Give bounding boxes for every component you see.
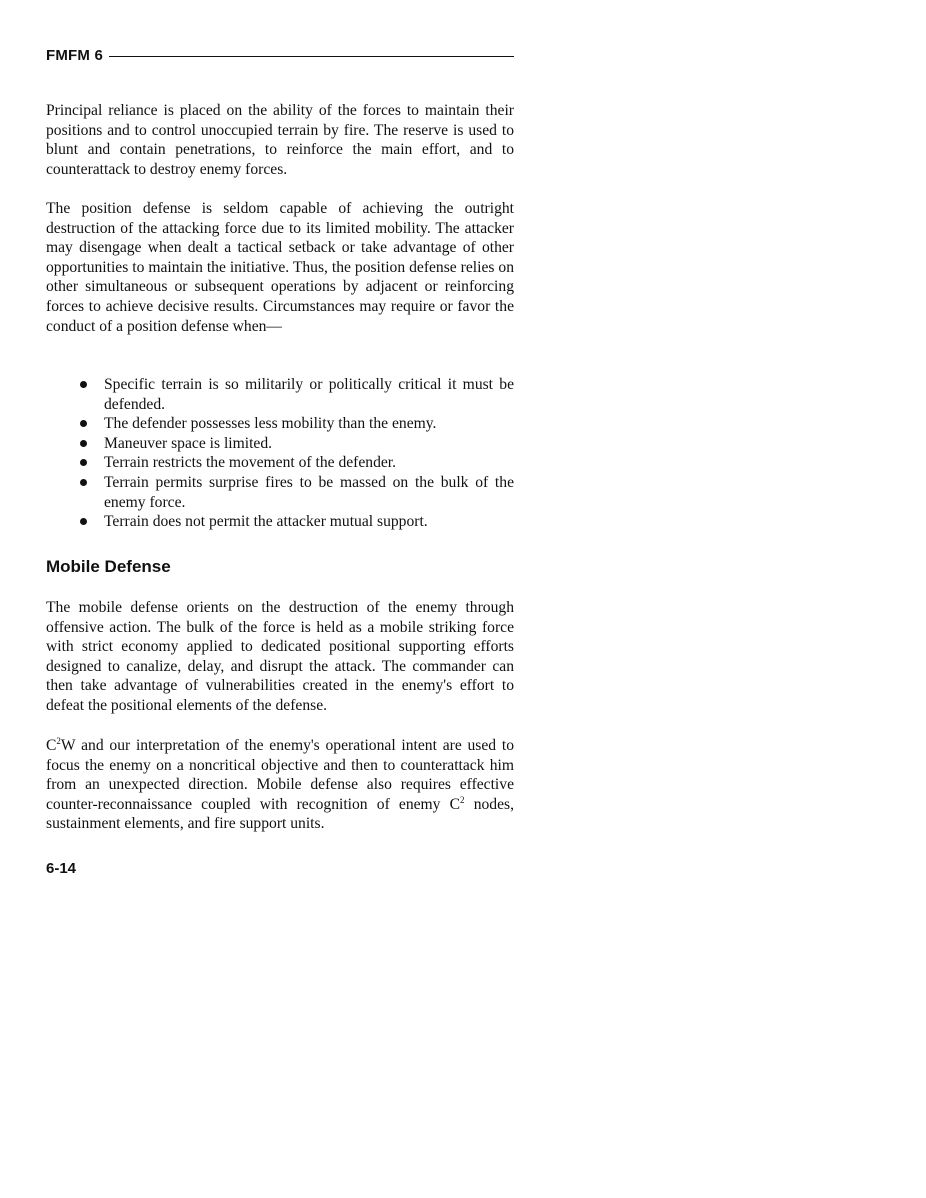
bullet-icon bbox=[80, 518, 87, 525]
running-header bbox=[46, 47, 514, 64]
bullet-icon bbox=[80, 381, 87, 388]
c2-superscript: 2 bbox=[460, 794, 465, 805]
running-header-title: FMFM 6 bbox=[46, 47, 104, 64]
page-number: 6-14 bbox=[46, 860, 77, 877]
bullet-list-conditions bbox=[78, 375, 514, 532]
paragraph-position-defense: The position defense is seldom capable of achieving the outright destruction of the attacking force due to its limited mobility. The attacker may disengage when dealt a tactical setback or take advantage of other opportunities to maintain the initiative. Thus, the position defense relies on other simultaneous or subsequent operations by adjacent or reinforcing forces to achieve decisive results. Circumstances may require or favor the conduct of a position defense when— bbox=[46, 200, 514, 335]
list-item bbox=[78, 414, 514, 434]
list-item bbox=[78, 453, 514, 473]
list-item-text: Terrain permits surprise fires to be massed on the bulk of the enemy force. bbox=[104, 473, 514, 511]
list-item-text: The defender possesses less mobility than the enemy. bbox=[104, 415, 437, 433]
bullet-icon bbox=[80, 459, 87, 466]
list-item bbox=[78, 473, 514, 512]
paragraph-c2w bbox=[46, 736, 514, 834]
list-item bbox=[78, 434, 514, 454]
list-item-text: Maneuver space is limited. bbox=[104, 434, 273, 452]
list-item bbox=[78, 375, 514, 414]
paragraph-c2w-part1: and our interpretation of the enemy's operational intent are used to focus the enemy on a noncritical objective and then to counterattack him from an unexpected direction. Mobile defense also requires effective counter-reconnaissance coupled with recognition of enemy C bbox=[46, 737, 514, 813]
bullet-icon bbox=[80, 440, 87, 447]
bullet-icon bbox=[80, 479, 87, 486]
list-item-text: Specific terrain is so militarily or politically critical it must be defended. bbox=[104, 376, 514, 413]
list-item bbox=[78, 512, 514, 532]
section-heading-mobile-defense: Mobile Defense bbox=[46, 557, 171, 576]
header-rule bbox=[109, 56, 514, 57]
c2w-tail: W bbox=[60, 737, 76, 754]
list-item-text: Terrain does not permit the attacker mutual support. bbox=[104, 513, 428, 531]
list-item-text: Terrain restricts the movement of the defender. bbox=[104, 454, 397, 472]
paragraph-c2w-part2: nodes, sustainment elements, and fire support units. bbox=[46, 795, 514, 833]
c2w-superscript: 2 bbox=[56, 735, 61, 746]
c2w-base: C bbox=[46, 737, 57, 754]
bullet-icon bbox=[80, 420, 87, 427]
paragraph-mobile-defense: The mobile defense orients on the destruction of the enemy through offensive action. The bulk of the force is held as a mobile striking force with strict economy applied to dedicated positional supporting efforts designed to canalize, delay, and disrupt the attack. The commander can then take advantage of vulnerabilities created in the enemy's effort to defeat the positional elements of the defense. bbox=[46, 599, 514, 714]
paragraph-principal-reliance: Principal reliance is placed on the ability of the forces to maintain their positions and to control unoccupied terrain by fire. The reserve is used to blunt and contain penetrations, to reinforce the main effort, and to counterattack to destroy enemy forces. bbox=[46, 102, 514, 178]
